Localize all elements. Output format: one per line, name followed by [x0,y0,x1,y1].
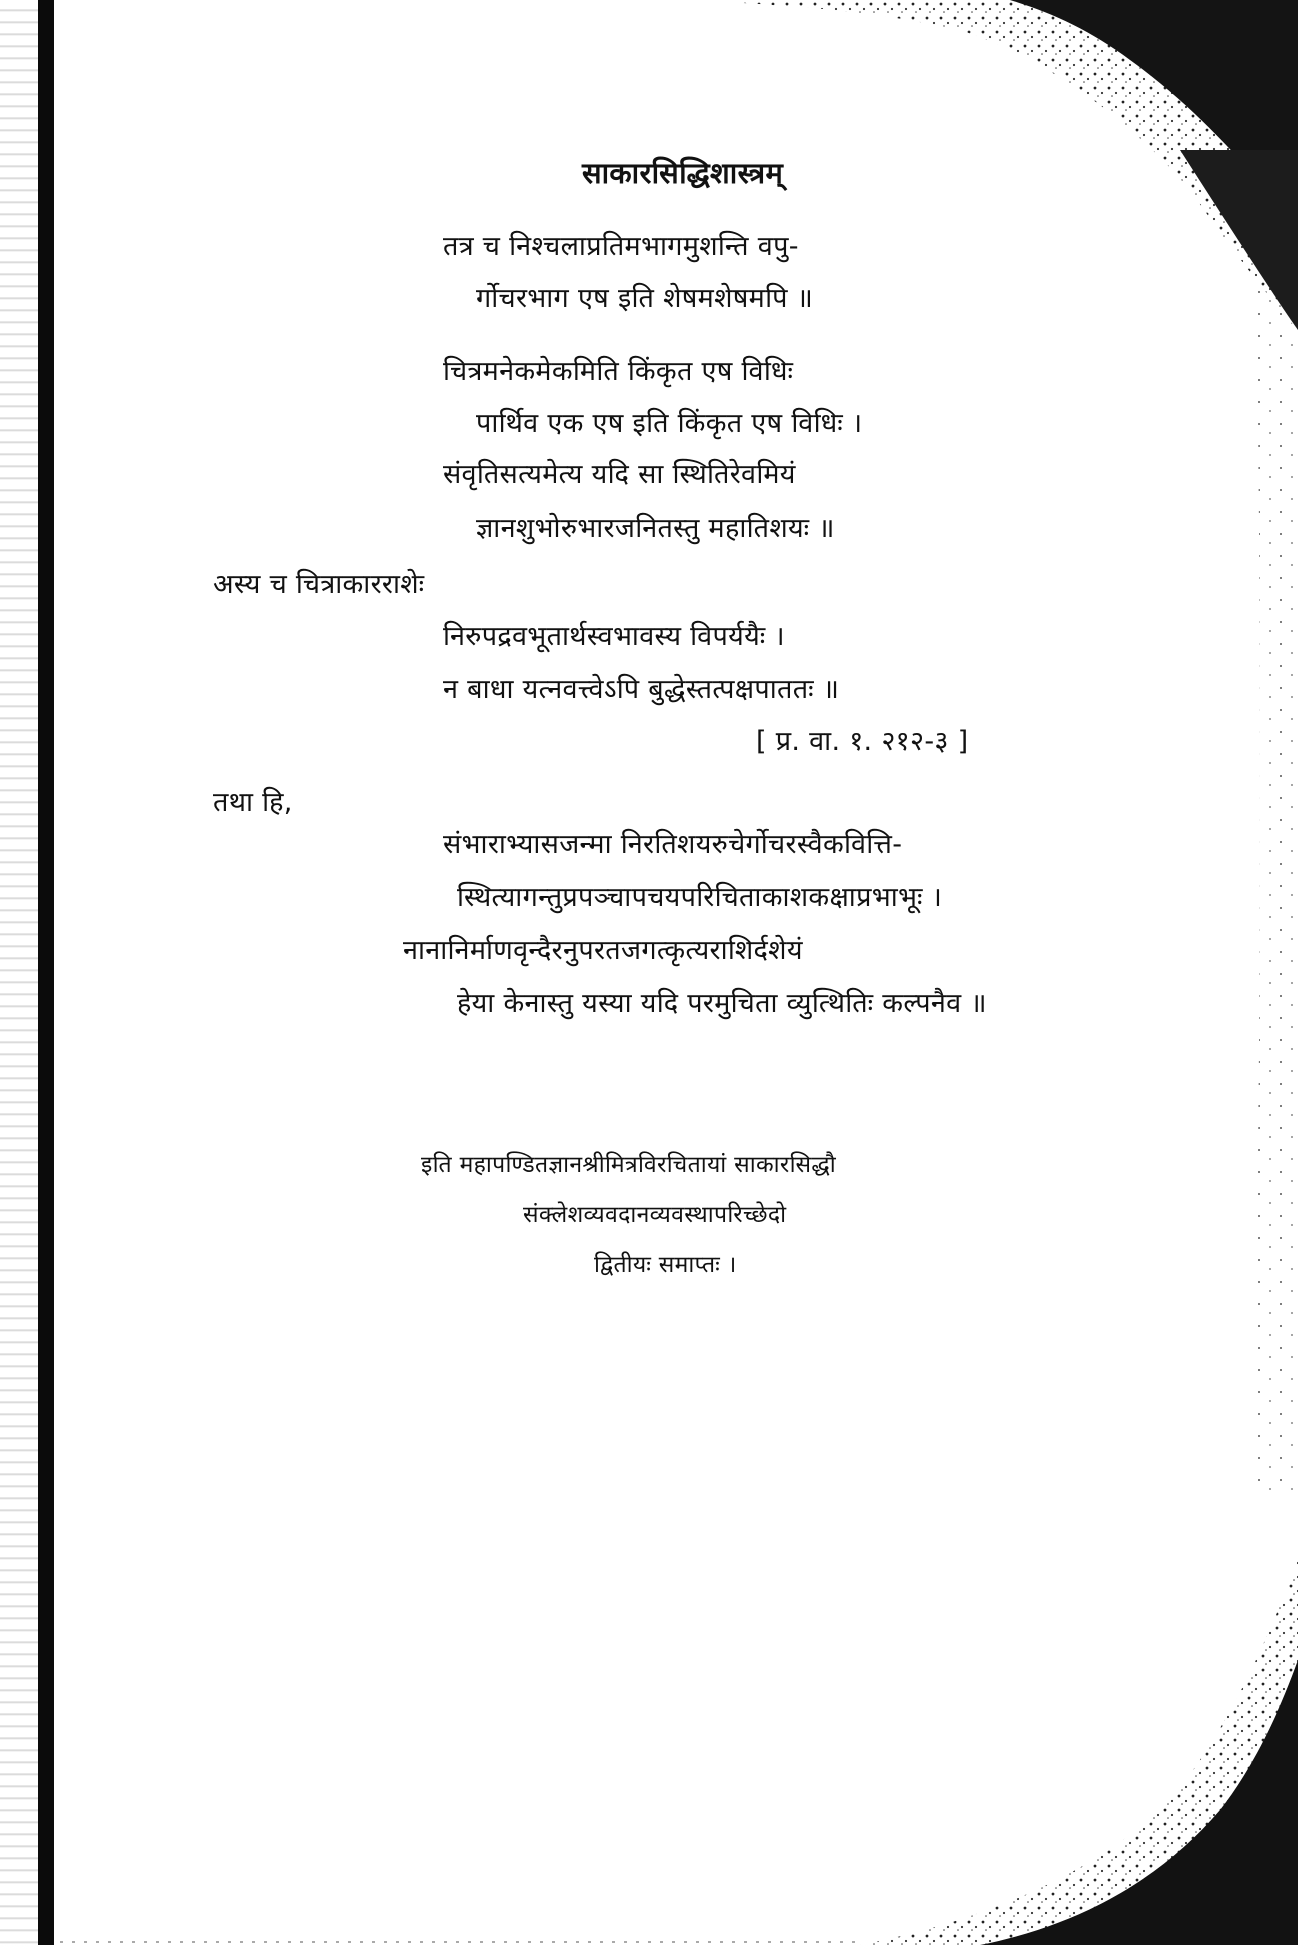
page-heading: साकारसिद्धिशास्त्रम् [582,156,784,190]
verse2-line1: चित्रमनेकमेकमिति किंकृत एष विधिः [443,356,794,387]
verse1-line2: र्गोचरभाग एष इति शेषमशेषमपि ॥ [476,283,814,314]
verse2-line2: पार्थिव एक एष इति किंकृत एष विधिः । [476,408,863,439]
colophon-line2: संक्लेशव्यवदानव्यवस्थापरिच्छेदो [523,1202,787,1228]
verse2-line4: ज्ञानशुभोरुभारजनितस्तु महातिशयः ॥ [476,513,835,544]
verse1-line1: तत्र च निश्चलाप्रतिमभागमुशन्ति वपु- [443,231,799,262]
verse3-line3: नानानिर्माणवृन्दैरनुपरतजगत्कृत्यराशिर्दशेयं [403,935,803,966]
colophon-line1: इति महापण्डितज्ञानश्रीमित्रविरचितायां साकारसिद्धौ [421,1152,837,1178]
verse2-line3: संवृतिसत्यमेत्य यदि सा स्थितिरेवमियं [443,459,796,490]
quote1-line1: निरुपद्रवभूतार्थस्वभावस्य विपर्ययैः । [443,621,785,652]
quote1-citation: [ प्र. वा. १. २१२-३ ] [756,726,969,757]
verse3-line4: हेया केनास्तु यस्या यदि परमुचिता व्युत्थितिः कल्पनैव ॥ [457,988,987,1019]
intro-line-2: तथा हि, [213,787,293,818]
intro-line-1: अस्य च चित्राकारराशेः [213,569,425,600]
verse3-line1: संभाराभ्यासजन्मा निरतिशयरुचेर्गोचरस्वैकवित्ति- [443,829,903,860]
quote1-line2: न बाधा यत्नवत्त्वेऽपि बुद्धेस्तत्पक्षपाततः ॥ [443,674,840,705]
colophon-line3: द्वितीयः समाप्तः । [594,1252,737,1278]
verse3-line2: स्थित्यागन्तुप्रपञ्चापचयपरिचिताकाशकक्षाप्रभाभूः । [457,882,943,913]
